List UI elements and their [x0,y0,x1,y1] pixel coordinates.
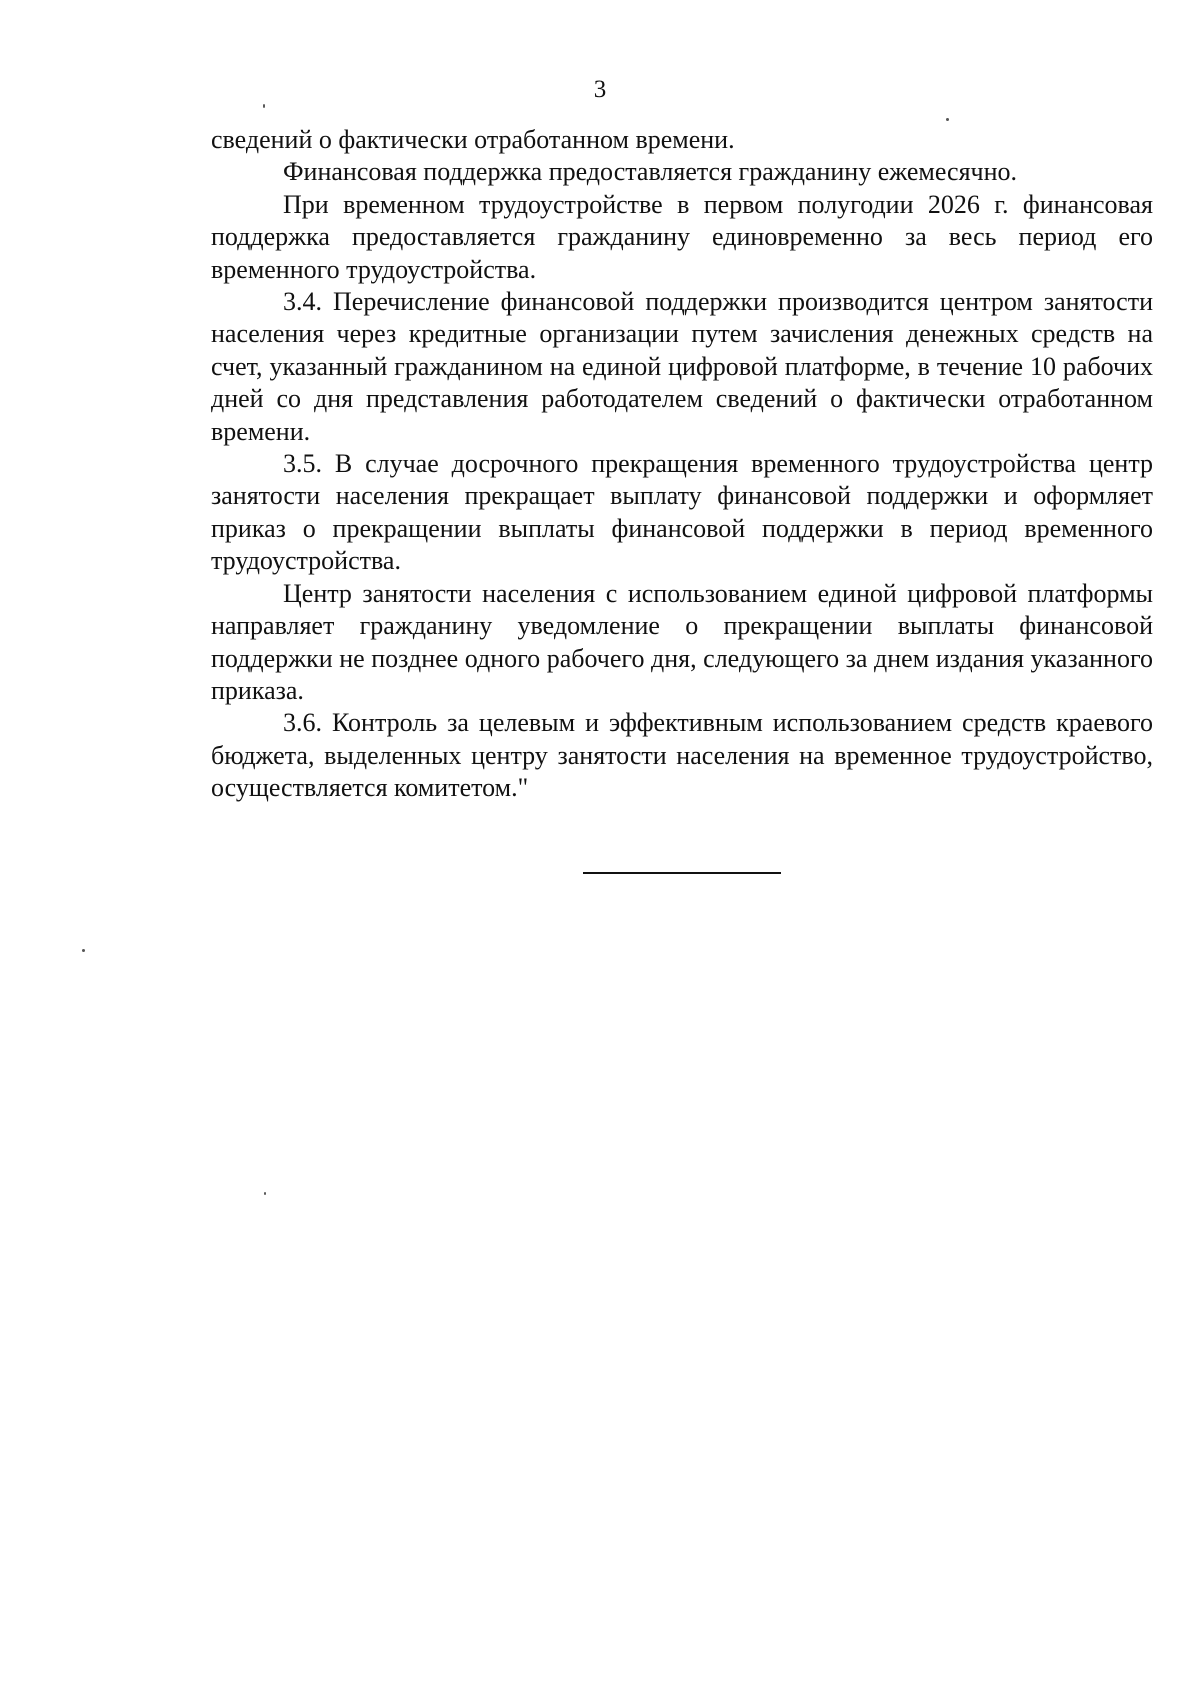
scan-speck [82,949,85,952]
end-separator-line [583,872,781,874]
paragraph-monthly-support: Финансовая поддержка предоставляется гражданину ежемесячно. [283,157,1018,187]
paragraph-first-half-2026: При временном трудоустройстве в первом полугодии 2026 г. финансовая поддержка предоставляется гражданину единовременно за весь период его временного трудоустройства. [211,189,1153,284]
paragraph-3-5: 3.5. В случае досрочного прекращения временного трудоустройства центр занятости населения прекращает выплату финансовой поддержки и оформляет приказ о прекращении выплаты финансовой поддержки в период временного трудоустройства. [211,449,1153,576]
paragraph-3-6: 3.6. Контроль за целевым и эффективным использованием средств краевого бюджета, выделенных центру занятости населения на временное трудоустройство, осуществляется комитетом." [211,708,1153,803]
scan-speck [264,1192,266,1195]
scan-speck [946,118,949,121]
document-body [211,124,1153,805]
scan-speck [263,104,265,108]
paragraph-3-4: 3.4. Перечисление финансовой поддержки производится центром занятости населения через кредитные организации путем зачисления денежных средств на счет, указанный гражданином на единой цифровой платформе, в течение 10 рабочих дней со дня представления работодателем сведений о фактически отработанном времени. [211,287,1153,446]
page-number: 3 [593,76,607,103]
paragraph-continuation: сведений о фактически отработанном времени. [211,125,735,154]
paragraph-notification: Центр занятости населения с использованием единой цифровой платформы направляет гражданину уведомление о прекращении выплаты финансовой поддержки не позднее одного рабочего дня, следующего за днем издания указанного приказа. [211,578,1153,705]
